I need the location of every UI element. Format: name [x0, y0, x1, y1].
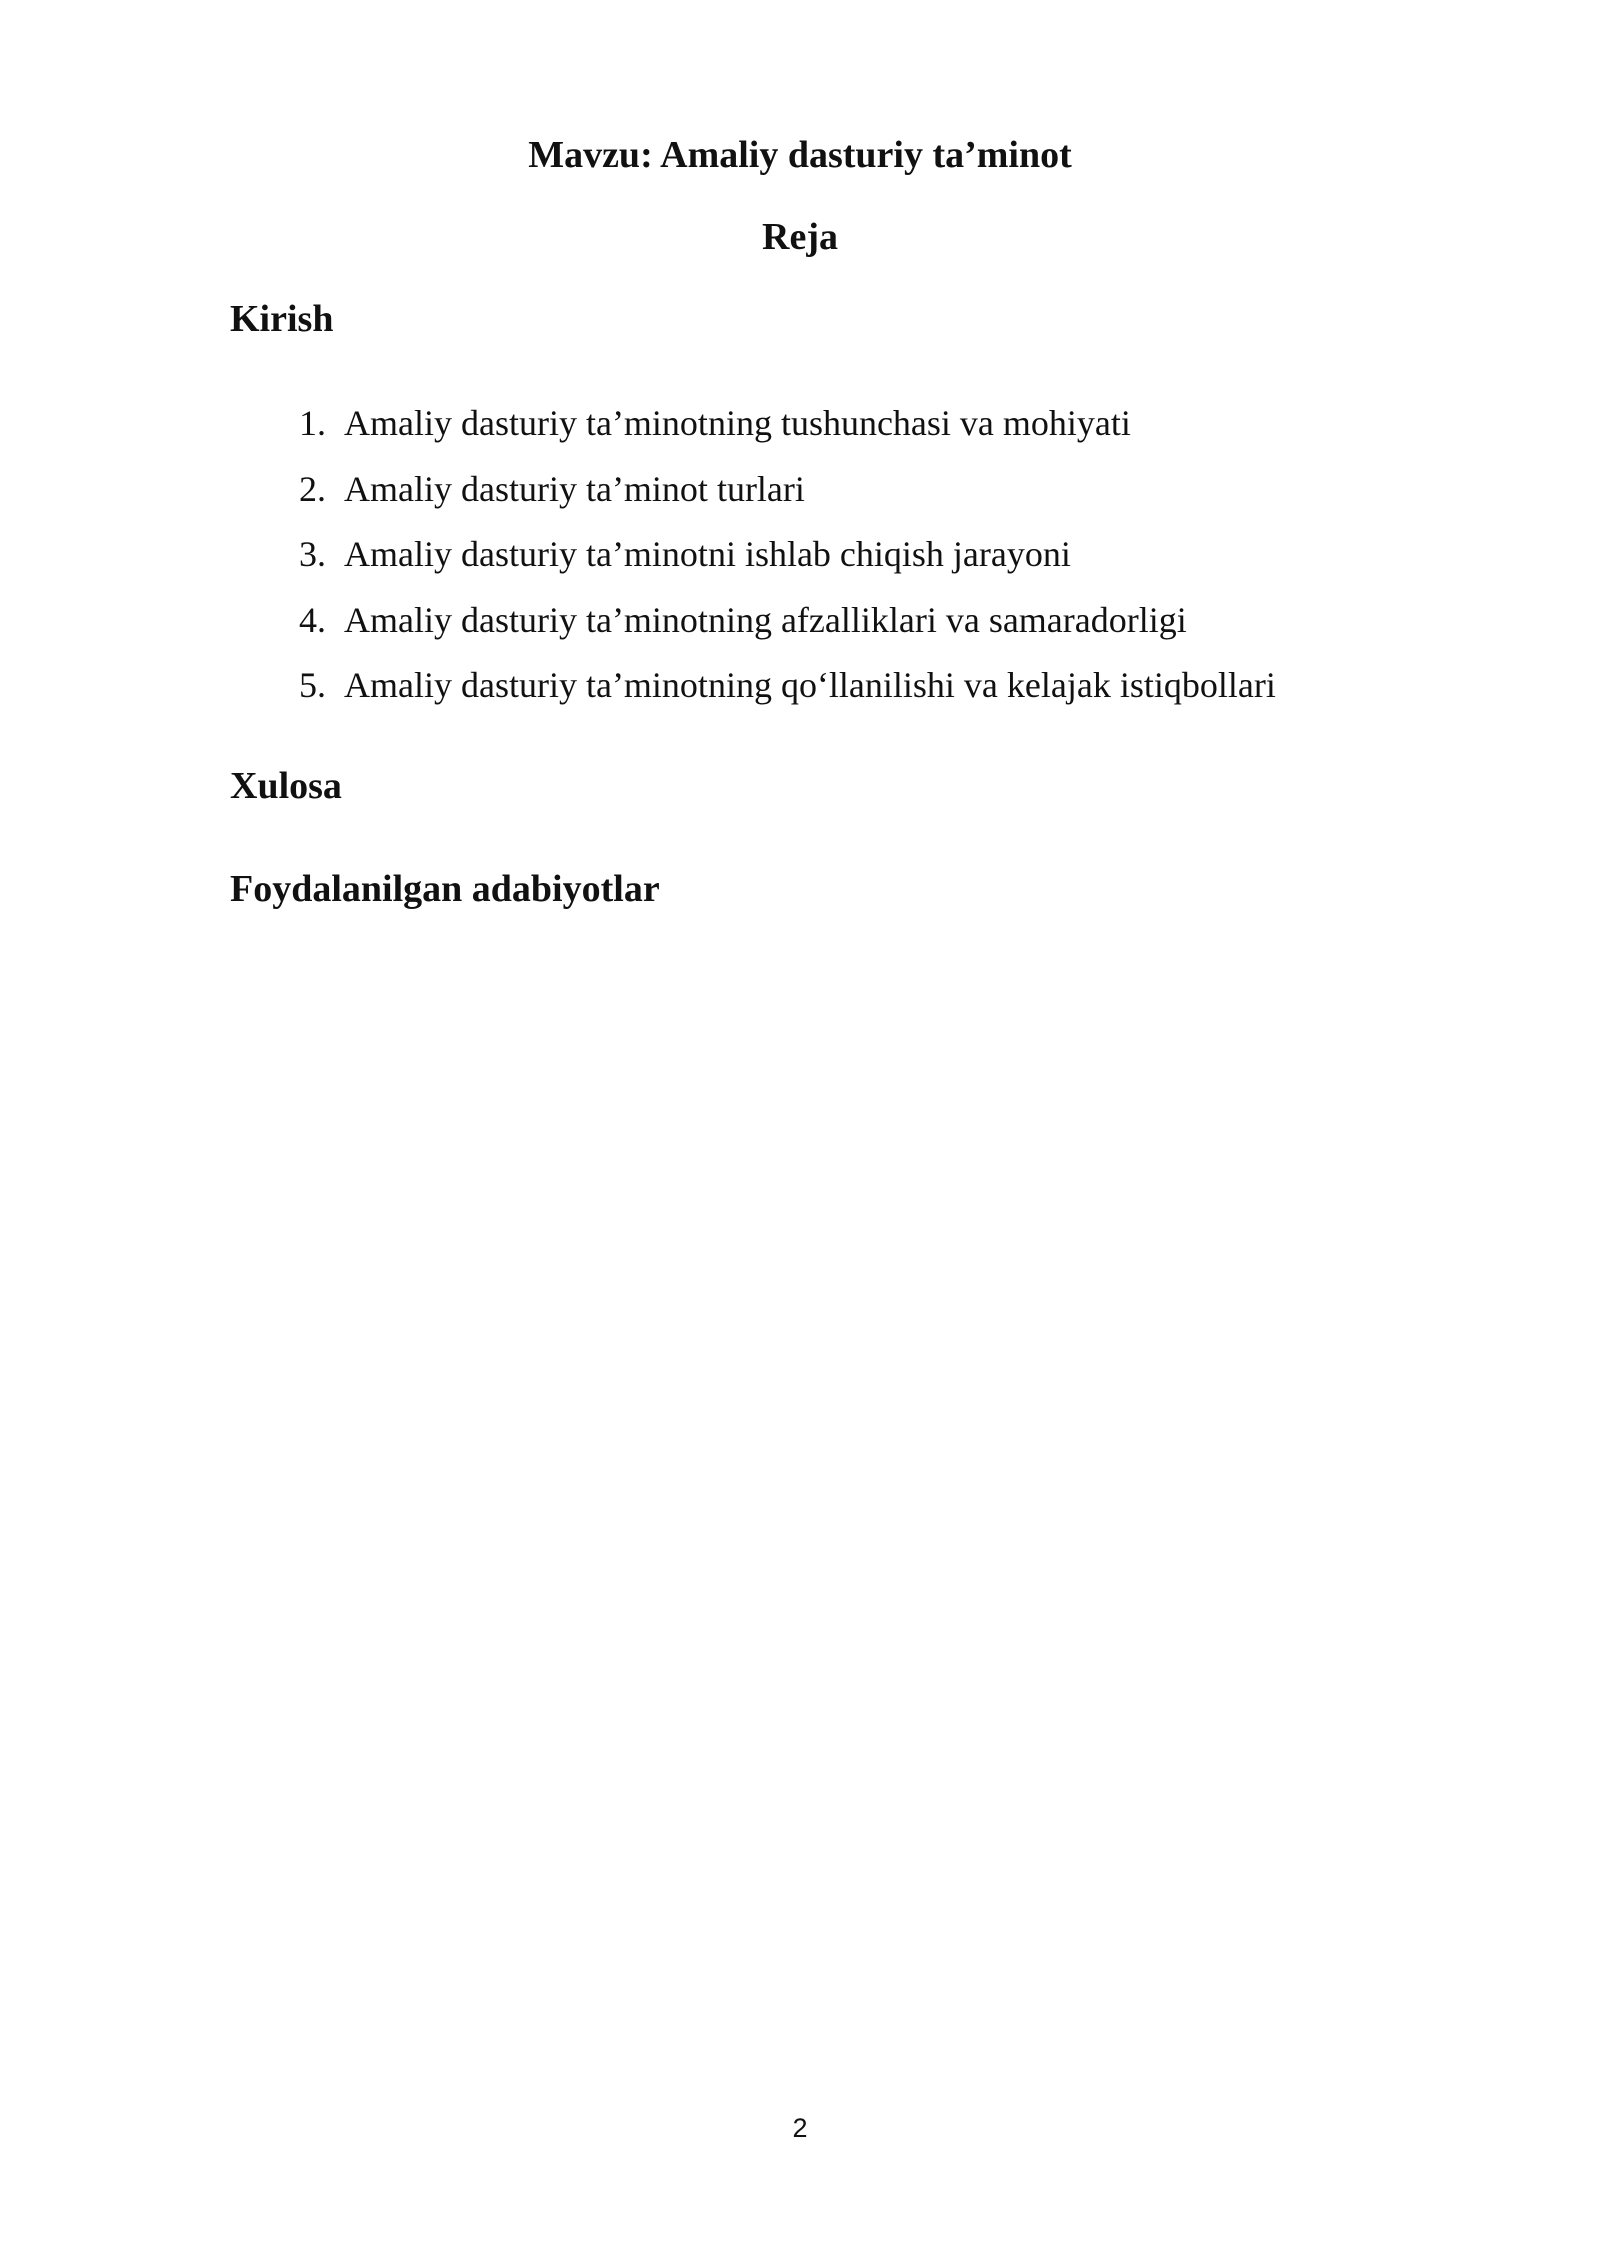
plan-item-text: Amaliy dasturiy ta’minotni ishlab chiqish jarayoni: [344, 534, 1071, 574]
page-number: 2: [792, 2113, 808, 2143]
plan-item-number: 2.: [299, 468, 326, 509]
plan-item: [230, 400, 1430, 466]
plan-heading: Reja: [762, 216, 838, 258]
plan-list: [230, 400, 1430, 728]
plan-item: [230, 662, 1430, 728]
plan-item-number: 1.: [299, 403, 326, 443]
plan-item-text: Amaliy dasturiy ta’minot turlari: [344, 468, 805, 509]
plan-item-number: 5.: [299, 665, 326, 705]
plan-item: [230, 531, 1430, 597]
plan-item-number: 3.: [299, 534, 326, 574]
document-title: Mavzu: Amaliy dasturiy ta’minot: [528, 134, 1072, 176]
conclusion-heading: Xulosa: [230, 765, 342, 807]
references-heading: Foydalanilgan adabiyotlar: [230, 868, 660, 910]
plan-item-number: 4.: [299, 599, 326, 640]
intro-heading: Kirish: [230, 298, 334, 340]
plan-item-text: Amaliy dasturiy ta’minotning tushunchasi va mohiyati: [344, 403, 1131, 443]
plan-item: [230, 597, 1430, 663]
plan-item-text: Amaliy dasturiy ta’minotning qo‘llanilishi va kelajak istiqbollari: [344, 665, 1276, 705]
plan-item: [230, 466, 1430, 532]
plan-item-text: Amaliy dasturiy ta’minotning afzalliklari va samaradorligi: [344, 599, 1187, 640]
